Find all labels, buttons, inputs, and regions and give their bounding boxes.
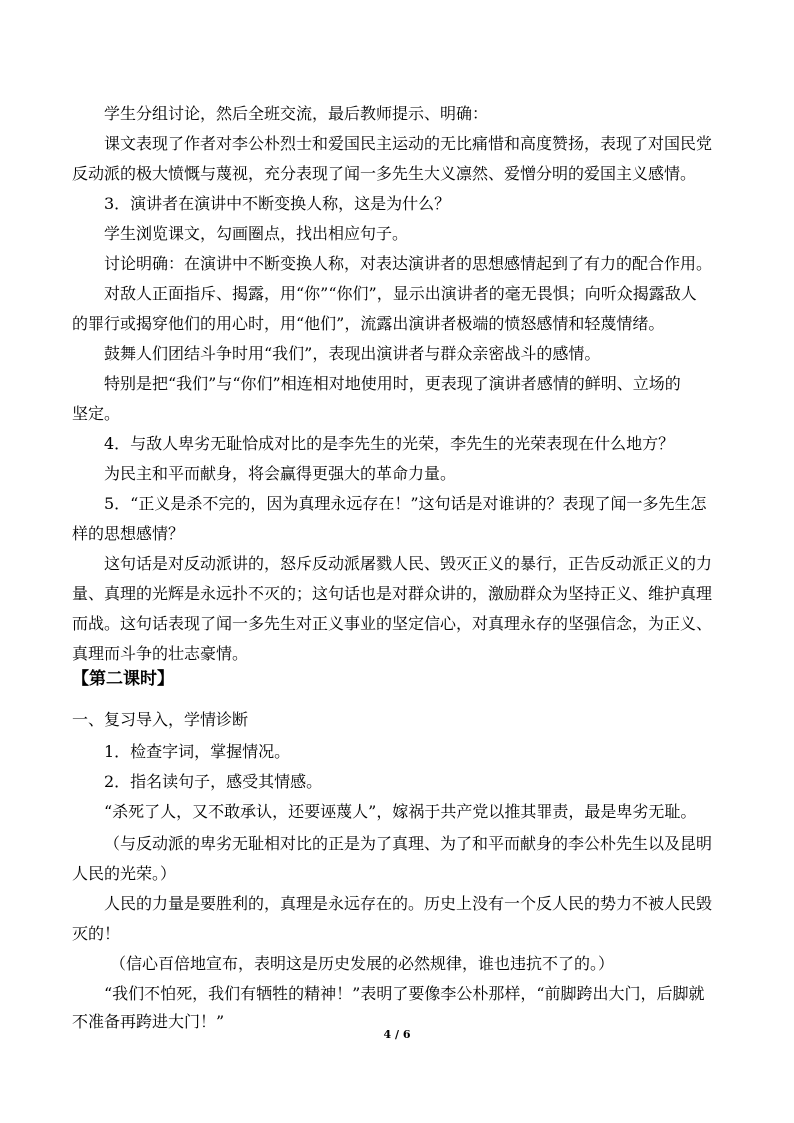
quote-line: 不准备再跨进大门！”: [72, 1012, 225, 1031]
paragraph-line: 鼓舞人们团结斗争时用“我们”，表现出演讲者与群众亲密战斗的感情。: [104, 344, 601, 363]
section-heading: 【第二课时】: [72, 669, 174, 689]
paragraph-line: （信心百倍地宣布，表明这是历史发展的必然规律，谁也违抗不了的。）: [110, 954, 615, 973]
list-item: 1．检查字词，掌握情况。: [104, 742, 291, 761]
paragraph-line: 灭的！: [72, 924, 121, 943]
paragraph-line: 反动派的极大愤慨与蔑视，充分表现了闻一多先生大义凛然、爱憎分明的爱国主义感情。: [72, 164, 697, 183]
question-line: 5．“正义是杀不完的，因为真理永远存在！”这句话是对谁讲的？表现了闻一多先生怎: [104, 494, 707, 513]
paragraph-line: 坚定。: [72, 404, 121, 423]
paragraph-line: 人民的力量是要胜利的，真理是永远存在的。历史上没有一个反人民的势力不被人民毁: [104, 894, 713, 913]
paragraph-line: 讨论明确：在演讲中不断变换人称，对表达演讲者的思想感情起到了有力的配合作用。: [104, 254, 713, 273]
paragraph-line: 人民的光荣。）: [72, 864, 177, 883]
paragraph-line: 而战。这句话表现了闻一多先生对正义事业的坚定信心，对真理永存的坚强信念，为正义、: [72, 614, 713, 633]
question-line: 4．与敌人卑劣无耻恰成对比的是李先生的光荣，李先生的光荣表现在什么地方？: [104, 434, 675, 453]
page-number: 4 / 6: [383, 1028, 411, 1041]
quote-line: “我们不怕死，我们有牺牲的精神！”表明了要像李公朴那样，“前脚跨出大门，后脚就: [104, 984, 705, 1003]
paragraph-line: 真理而斗争的壮志豪情。: [72, 644, 249, 663]
paragraph-line: 学生浏览课文，勾画圈点，找出相应句子。: [104, 224, 409, 243]
paragraph-line: 的罪行或揭穿他们的用心时，用“他们”，流露出演讲者极端的愤怒感情和轻蔑情绪。: [72, 314, 665, 333]
subsection-title: 一、复习导入，学情诊断: [72, 710, 249, 729]
list-item: 2．指名读句子，感受其情感。: [104, 772, 323, 791]
paragraph-line: 对敌人正面指斥、揭露，用“你”“你们”，显示出演讲者的毫无畏惧；向听众揭露敌人: [104, 284, 697, 303]
quote-line: “杀死了人，又不敢承认，还要诬蔑人”，嫁祸于共产党以推其罪责，最是卑劣无耻。: [104, 802, 697, 821]
paragraph-line: 量、真理的光辉是永远扑不灭的；这句话也是对群众讲的，激励群众为坚持正义、维护真理: [72, 584, 713, 603]
paragraph-line: 这句话是对反动派讲的，怒斥反动派屠戮人民、毁灭正义的暴行，正告反动派正义的力: [104, 554, 713, 573]
paragraph-line: （与反动派的卑劣无耻相对比的正是为了真理、为了和平而献身的李公朴先生以及昆明: [104, 834, 713, 853]
paragraph-line: 特别是把“我们”与“你们”相连相对地使用时，更表现了演讲者感情的鲜明、立场的: [104, 374, 681, 393]
paragraph-line: 课文表现了作者对李公朴烈士和爱国民主运动的无比痛惜和高度赞扬，表现了对国民党: [104, 134, 713, 153]
paragraph-line: 学生分组讨论，然后全班交流，最后教师提示、明确：: [104, 104, 489, 123]
paragraph-line: 为民主和平而献身，将会赢得更强大的革命力量。: [104, 464, 457, 483]
question-line: 样的思想感情？: [72, 524, 185, 543]
question-line: 3．演讲者在演讲中不断变换人称，这是为什么？: [104, 194, 451, 213]
